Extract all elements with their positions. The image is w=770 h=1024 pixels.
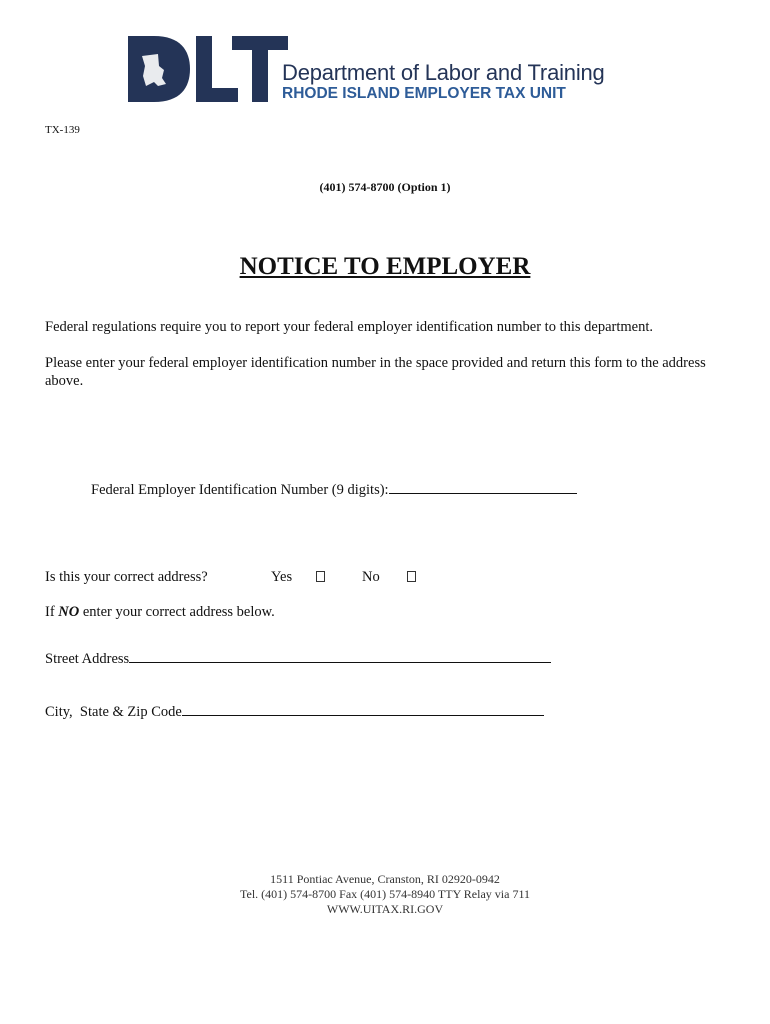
if-no-instruction (45, 604, 275, 621)
fein-row (91, 479, 577, 499)
instruction-paragraph: Please enter your federal employer identification number in the space provided and return this form to the address above. (45, 355, 706, 389)
logo-letter-l (196, 36, 238, 102)
street-row (45, 648, 551, 668)
phone-number: (401) 574-8700 (Option 1) (319, 180, 451, 194)
city-label: City, State & Zip Code (45, 704, 182, 720)
city-row (45, 701, 544, 721)
if-no-prefix: If (45, 604, 55, 620)
no-checkbox[interactable] (407, 571, 416, 582)
no-label: No (362, 569, 380, 585)
fein-label: Federal Employer Identification Number (9 digits): (91, 482, 389, 498)
footer-website[interactable]: WWW.UITAX.RI.GOV (326, 902, 444, 916)
address-question: Is this your correct address? (45, 569, 208, 585)
fein-field[interactable] (389, 479, 577, 494)
page-title: NOTICE TO EMPLOYER (239, 253, 531, 280)
street-label: Street Address (45, 651, 130, 667)
yes-label: Yes (271, 569, 293, 585)
if-no-suffix: enter your correct address below. (82, 604, 275, 620)
if-no-emphasis: NO (58, 604, 80, 620)
yes-checkbox[interactable] (316, 571, 325, 582)
footer-contact: Tel. (401) 574-8700 Fax (401) 574-8940 TTY Relay via 711 (240, 887, 530, 901)
regulation-paragraph: Federal regulations require you to report your federal employer identification number to this department. (45, 319, 653, 335)
street-field[interactable] (129, 648, 551, 663)
unit-name: RHODE ISLAND EMPLOYER TAX UNIT (282, 85, 566, 102)
footer-address: 1511 Pontiac Avenue, Cranston, RI 02920-0942 (270, 872, 500, 886)
form-number: TX-139 (45, 124, 80, 136)
dlt-logo (128, 36, 288, 102)
city-field[interactable] (182, 701, 544, 716)
logo-letter-t (232, 36, 288, 102)
department-name: Department of Labor and Training (282, 60, 605, 85)
